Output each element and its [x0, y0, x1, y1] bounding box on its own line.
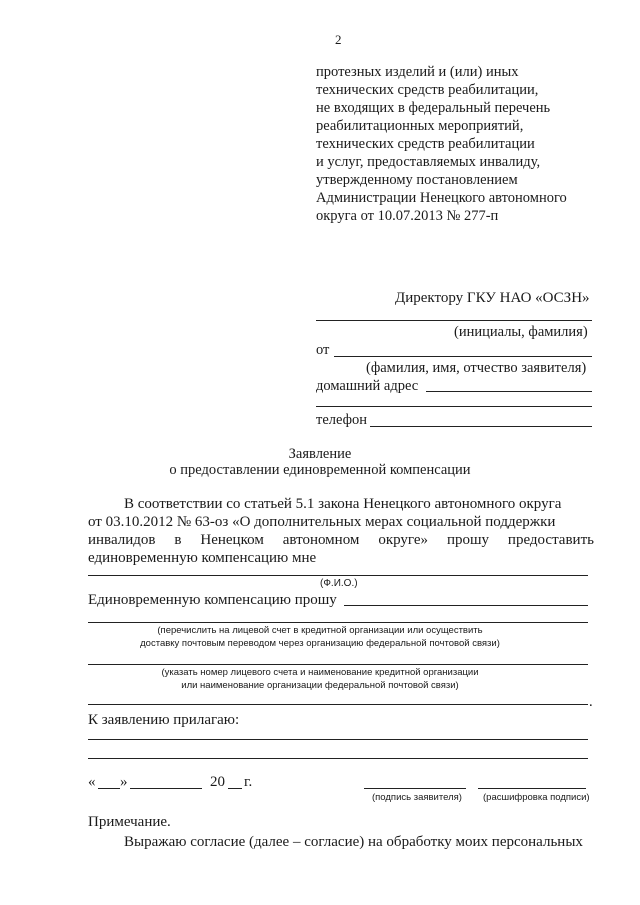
header-line: Администрации Ненецкого автономного — [316, 190, 567, 206]
page-number: 2 — [335, 32, 342, 47]
body-line-justified — [88, 532, 594, 549]
day-line[interactable] — [98, 788, 120, 789]
header-line: технических средств реабилитации — [316, 136, 535, 152]
account-line-2[interactable] — [88, 704, 588, 705]
header-line: утвержденному постановлением — [316, 172, 518, 188]
body-word: в — [174, 532, 182, 548]
signature-line[interactable] — [364, 788, 466, 789]
note-label: Примечание. — [88, 814, 171, 830]
year-line[interactable] — [228, 788, 242, 789]
director-name-line[interactable] — [316, 320, 592, 321]
note-line: Выражаю согласие (далее – согласие) на обработку моих персональных — [124, 834, 583, 850]
signature-hint: (подпись заявителя) — [372, 792, 462, 803]
month-line[interactable] — [130, 788, 202, 789]
body-word: инвалидов — [88, 532, 156, 548]
header-line: и услуг, предоставляемых инвалиду, — [316, 154, 541, 170]
body-word: автономном — [282, 532, 360, 548]
body-line: В соответствии со статьей 5.1 закона Ненецкого автономного округа — [124, 496, 562, 512]
body-word: Ненецком — [200, 532, 264, 548]
attach-line[interactable] — [88, 739, 588, 740]
from-label: от — [316, 342, 330, 358]
compensation-label: Единовременную компенсацию прошу — [88, 592, 337, 608]
transfer-hint: (перечислить на лицевой счет в кредитной организации или осуществить — [157, 625, 483, 636]
header-line: не входящих в федеральный перечень — [316, 100, 551, 116]
header-line: протезных изделий и (или) иных — [316, 64, 519, 80]
fio-line[interactable] — [88, 575, 588, 576]
year-suffix: г. — [244, 774, 253, 790]
transfer-line[interactable] — [88, 622, 588, 623]
transfer-hint: доставку почтовым переводом через организацию федеральной почтовой связи) — [140, 638, 500, 649]
body-word: предоставить — [507, 532, 594, 548]
year-prefix: 20 — [210, 774, 225, 790]
account-line[interactable] — [88, 664, 588, 665]
fio-hint: (Ф.И.О.) — [320, 578, 358, 589]
initials-hint: (инициалы, фамилия) — [454, 324, 588, 340]
address-line-2[interactable] — [316, 406, 592, 407]
addressee-director: Директору ГКУ НАО «ОСЗН» — [395, 290, 590, 306]
date-quote-close: » — [120, 774, 128, 790]
body-line: единовременную компенсацию мне — [88, 550, 317, 566]
attach-line[interactable] — [88, 758, 588, 759]
date-quote-open: « — [88, 774, 96, 790]
decode-hint: (расшифровка подписи) — [483, 792, 590, 803]
header-line: технических средств реабилитации, — [316, 82, 539, 98]
body-word: округе» — [378, 532, 429, 548]
document-subtitle: о предоставлении единовременной компенсации — [169, 462, 471, 478]
body-line: от 03.10.2012 № 63-оз «О дополнительных мерах социальной поддержки — [88, 514, 556, 530]
header-line: реабилитационных мероприятий, — [316, 118, 524, 134]
decode-line[interactable] — [478, 788, 586, 789]
attach-label: К заявлению прилагаю: — [88, 712, 240, 728]
address-label: домашний адрес — [316, 378, 419, 394]
address-line[interactable] — [426, 391, 592, 392]
from-line[interactable] — [334, 356, 592, 357]
phone-line[interactable] — [370, 426, 592, 427]
line-end-dot: . — [589, 694, 593, 710]
compensation-line[interactable] — [344, 605, 588, 606]
body-word: прошу — [446, 532, 490, 548]
phone-label: телефон — [316, 412, 368, 428]
applicant-hint: (фамилия, имя, отчество заявителя) — [366, 360, 587, 376]
account-hint: или наименование организации федеральной почтовой связи) — [181, 680, 459, 691]
account-hint: (указать номер лицевого счета и наименование кредитной организации — [161, 667, 479, 678]
header-line: округа от 10.07.2013 № 277-п — [316, 208, 499, 224]
document-title: Заявление — [288, 446, 352, 462]
